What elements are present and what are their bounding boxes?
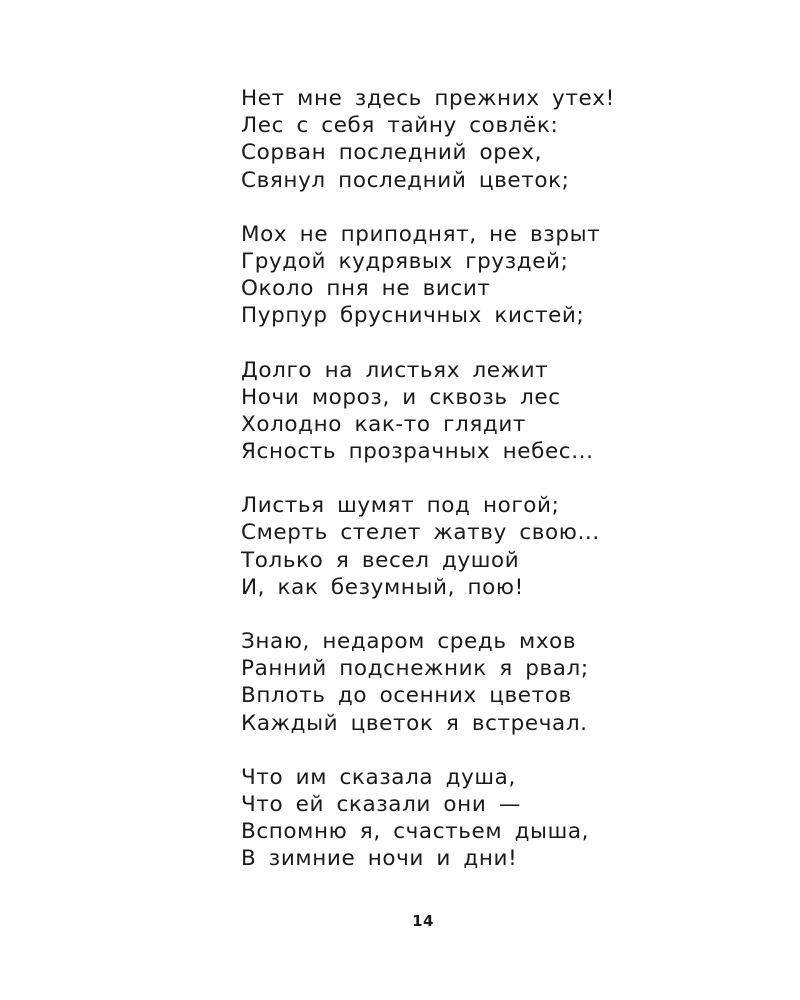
stanza-5 [241, 628, 701, 737]
poem-line: Знаю, недаром средь мхов [241, 629, 577, 654]
stanza-2 [241, 221, 701, 330]
stanza-6 [241, 764, 701, 873]
poem-line: Ранний подснежник я рвал; [241, 656, 589, 682]
poem-line: Вплоть до осенних цветов [241, 683, 572, 709]
stanza-1 [241, 85, 701, 194]
page-number: 14 [412, 912, 434, 930]
poem-line: Пурпур брусничных кистей; [241, 303, 585, 329]
stanza-3 [241, 357, 701, 466]
poem-line: Нет мне здесь прежних утех! [241, 86, 615, 111]
poem-line: Листья шумят под ногой; [241, 493, 560, 519]
poem-line: Только я весел душой [241, 547, 520, 573]
poem-line: В зимние ночи и дни! [241, 846, 518, 872]
poem-line: Вспомню я, счастьем дыша, [241, 819, 590, 845]
poem-line: Лес с себя тайну совлёк: [241, 113, 559, 139]
poem-line: Ночи мороз, и сквозь лес [241, 384, 561, 410]
poem-line: Мох не приподнят, не взрыт [241, 221, 601, 247]
poem-line: Что ей сказали они — [241, 791, 521, 817]
poem-line: Свянул последний цветок; [241, 167, 570, 193]
poem-line: И, как безумный, пою! [241, 574, 524, 600]
poem-line: Смерть стелет жатву свою... [241, 520, 600, 546]
poem-line: Около пня не висит [241, 276, 491, 302]
poem-line: Сорван последний орех, [241, 140, 543, 166]
poem-line: Что им сказала душа, [241, 764, 516, 790]
stanza-4 [241, 492, 701, 601]
poem-line: Грудой кудрявых груздей; [241, 248, 569, 274]
poem-line: Каждый цветок я встречал. [241, 710, 588, 736]
poem-line: Холодно как-то глядит [241, 411, 527, 437]
poem-line: Долго на листьях лежит [241, 357, 549, 383]
poem-line: Ясность прозрачных небес... [241, 439, 594, 465]
poem [241, 85, 701, 900]
